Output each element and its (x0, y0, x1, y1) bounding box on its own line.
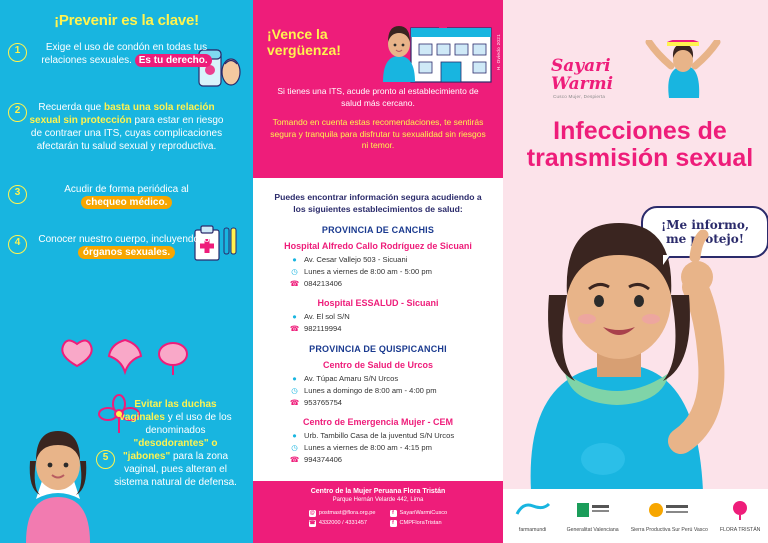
footer-phone-row (309, 519, 376, 527)
phone-icon: ☎ (289, 398, 300, 407)
tip-4-highlight: órganos sexuales. (78, 246, 175, 259)
phone-icon: ☎ (289, 279, 300, 288)
establishment-address: Av. Túpac Amaru S/N Urcos (304, 374, 399, 383)
logo-line-2: Warmi (551, 74, 614, 94)
clock-icon: ◷ (291, 386, 298, 395)
middle-panel-directory (253, 0, 503, 543)
middle-intro-line-2: Tomando en cuenta estas recomendaciones, te sentirás segura y tranquila para disfrutar tu sexualidad sin riesgos ni temor. (270, 117, 486, 150)
facebook-icon: f (390, 510, 397, 517)
footer-facebook-2: CMPFloraTristan (399, 520, 442, 526)
tip-number-3: 3 (8, 185, 27, 204)
location-pin-icon: ● (292, 312, 297, 321)
establishment-entry (271, 298, 485, 334)
phone-icon: ☎ (289, 455, 300, 464)
establishment-hours: Lunes a viernes de 8:00 am - 4:15 pm (304, 443, 432, 452)
partner-logo-name: Generalitat Valenciana (566, 526, 619, 533)
establishment-name: Hospital Alfredo Callo Rodríguez de Sicuani (284, 241, 472, 251)
tip-3-highlight: chequeo médico. (81, 196, 173, 209)
tip-1-text-part-1: Exige el uso de condón en todas tus relaciones sexuales. (41, 42, 208, 66)
establishment-address-row (271, 255, 485, 265)
cover-title: Infecciones de transmisión sexual (526, 117, 754, 172)
establishment-address-row (271, 374, 485, 384)
middle-headline: ¡Vence la vergüenza! (267, 26, 341, 58)
establishment-name: Hospital ESSALUD - Sicuani (317, 298, 439, 308)
illustration-credit: H. Oviedo 2021 (496, 34, 501, 71)
tip-number-2: 2 (8, 103, 27, 122)
establishment-entry (271, 241, 485, 289)
establishment-hours-row (271, 386, 485, 396)
footer-facebook-row-2[interactable] (390, 519, 448, 527)
partner-logo-sierra-productiva (631, 500, 708, 533)
establishment-phone: 084213406 (304, 279, 343, 288)
logo-subtitle: Cusco Mujer, Despierta (553, 94, 606, 99)
establishment-name: Centro de Emergencia Mujer - CEM (302, 417, 454, 427)
phone-icon: ☎ (289, 324, 300, 333)
sexual-organs-illustration (55, 330, 195, 385)
tip-5-text-1: y el uso de los denominados (145, 412, 232, 436)
establishment-phone: 953765754 (304, 398, 343, 407)
establishment-address-row (271, 431, 485, 441)
partner-logo-name: Sierra Productiva Sur Perú Vasco (630, 526, 708, 533)
middle-intro-line-1: Si tienes una ITS, acude pronto al establecimiento de salud más cercano. (277, 86, 479, 108)
middle-intro-text (267, 86, 489, 152)
footer-contacts (253, 503, 503, 529)
left-panel-title: ¡Prevenir es la clave! (54, 12, 199, 29)
clock-icon: ◷ (291, 443, 298, 452)
establishment-hours: Lunes a viernes de 8:00 am - 5:00 pm (304, 267, 432, 276)
tip-2-highlight: basta una sola relación sexual sin protección (29, 102, 215, 126)
logo-line-1: Sayari (551, 56, 611, 76)
cover-panel (503, 0, 768, 543)
establishment-phone-row (271, 398, 485, 408)
establishment-address: Av. Cesar Vallejo 503 - Sicuani (304, 255, 408, 264)
tip-number-4: 4 (8, 235, 27, 254)
establishment-phone-row (271, 279, 485, 289)
partner-logo-name: farmamundi (518, 526, 547, 533)
footer-org-name: Centro de la Mujer Peruana Flora Tristán (310, 488, 446, 495)
partner-logo-generalitat (567, 500, 619, 533)
footer-email: postmast@flora.org.pe (318, 510, 376, 516)
footer-org-address: Parque Hernán Velarde 442, Lima (332, 497, 424, 503)
mail-icon: @ (309, 509, 315, 516)
prevention-tip-3 (0, 183, 253, 209)
footer-facebook-row-1[interactable] (390, 509, 448, 517)
middle-top-banner (253, 0, 503, 178)
partner-logo-flora-tristan (720, 500, 761, 533)
tip-1-highlight: Es tu derecho. (135, 54, 212, 67)
establishment-entry (271, 417, 485, 465)
partner-logo-farmamundi (511, 500, 555, 533)
speech-bubble: ¡Me informo, me protejo! (641, 206, 768, 258)
establishment-name: Centro de Salud de Urcos (322, 360, 434, 370)
prevention-tip-2 (0, 101, 253, 153)
footer-phone: 4332000 / 4331457 (318, 520, 368, 526)
tip-number-1: 1 (8, 43, 27, 62)
tip-3-text-part-1: Acudir de forma periódica al (64, 184, 189, 195)
province-heading-quispicanchi: PROVINCIA DE QUISPICANCHI (309, 344, 447, 354)
tip-2-text-part-2: para estar en riesgo de contraer una ITS, cuyas complicaciones afectarán tu salud sexual y reproductiva. (30, 115, 224, 152)
cover-woman-illustration (503, 191, 768, 491)
directory-intro: Puedes encontrar información segura acudiendo a los siguientes establecimientos de salud: (274, 192, 482, 214)
tip-5-text-2: para la zona vaginal, pues alteran el sistema natural de defensa. (114, 451, 237, 488)
footer-facebook-1: SayariWarmiCusco (399, 510, 448, 516)
province-heading-canchis: PROVINCIA DE CANCHIS (321, 225, 435, 235)
location-pin-icon: ● (292, 255, 297, 264)
tip-5-highlight-2: "desodorantes" o "jabones" (122, 438, 218, 462)
clinic-illustration (377, 4, 495, 84)
establishment-hours: Lunes a domingo de 8:00 am - 4:00 pm (304, 386, 437, 395)
establishment-hours-row (271, 443, 485, 453)
left-panel-prevention (0, 0, 253, 543)
tip-5-highlight-1: Evitar las duchas vaginales (119, 399, 217, 423)
establishment-address-row (271, 312, 485, 322)
location-pin-icon: ● (292, 431, 297, 440)
footer-contacts-left (309, 509, 376, 529)
clock-icon: ◷ (291, 267, 298, 276)
prevention-tip-1 (0, 41, 253, 67)
footer-email-row[interactable] (309, 509, 376, 517)
establishment-entry (271, 360, 485, 408)
establishment-phone-row (271, 324, 485, 334)
partner-logo-name: FLORA TRISTÁN (719, 526, 761, 533)
establishment-hours-row (271, 267, 485, 277)
phone-icon: ☎ (309, 519, 316, 526)
tip-number-5: 5 (96, 450, 115, 469)
establishment-address: Av. El sol S/N (304, 312, 350, 321)
establishment-phone: 994374406 (304, 455, 343, 464)
footer-contacts-right (390, 509, 448, 529)
facebook-icon: f (390, 520, 397, 527)
middle-footer (253, 481, 503, 543)
prevention-tip-5 (0, 398, 253, 489)
establishment-phone-row (271, 455, 485, 465)
prevention-tip-4 (0, 233, 253, 259)
tip-4-text-part-1: Conocer nuestro cuerpo, incluyendo los (38, 234, 215, 245)
partner-logos-footer (503, 489, 768, 543)
establishment-address: Urb. Tambillo Casa de la juventud S/N Urcos (304, 431, 455, 440)
establishment-phone: 982119994 (304, 324, 342, 333)
tip-2-text-part-1: Recuerda que (38, 102, 104, 113)
location-pin-icon: ● (292, 374, 297, 383)
